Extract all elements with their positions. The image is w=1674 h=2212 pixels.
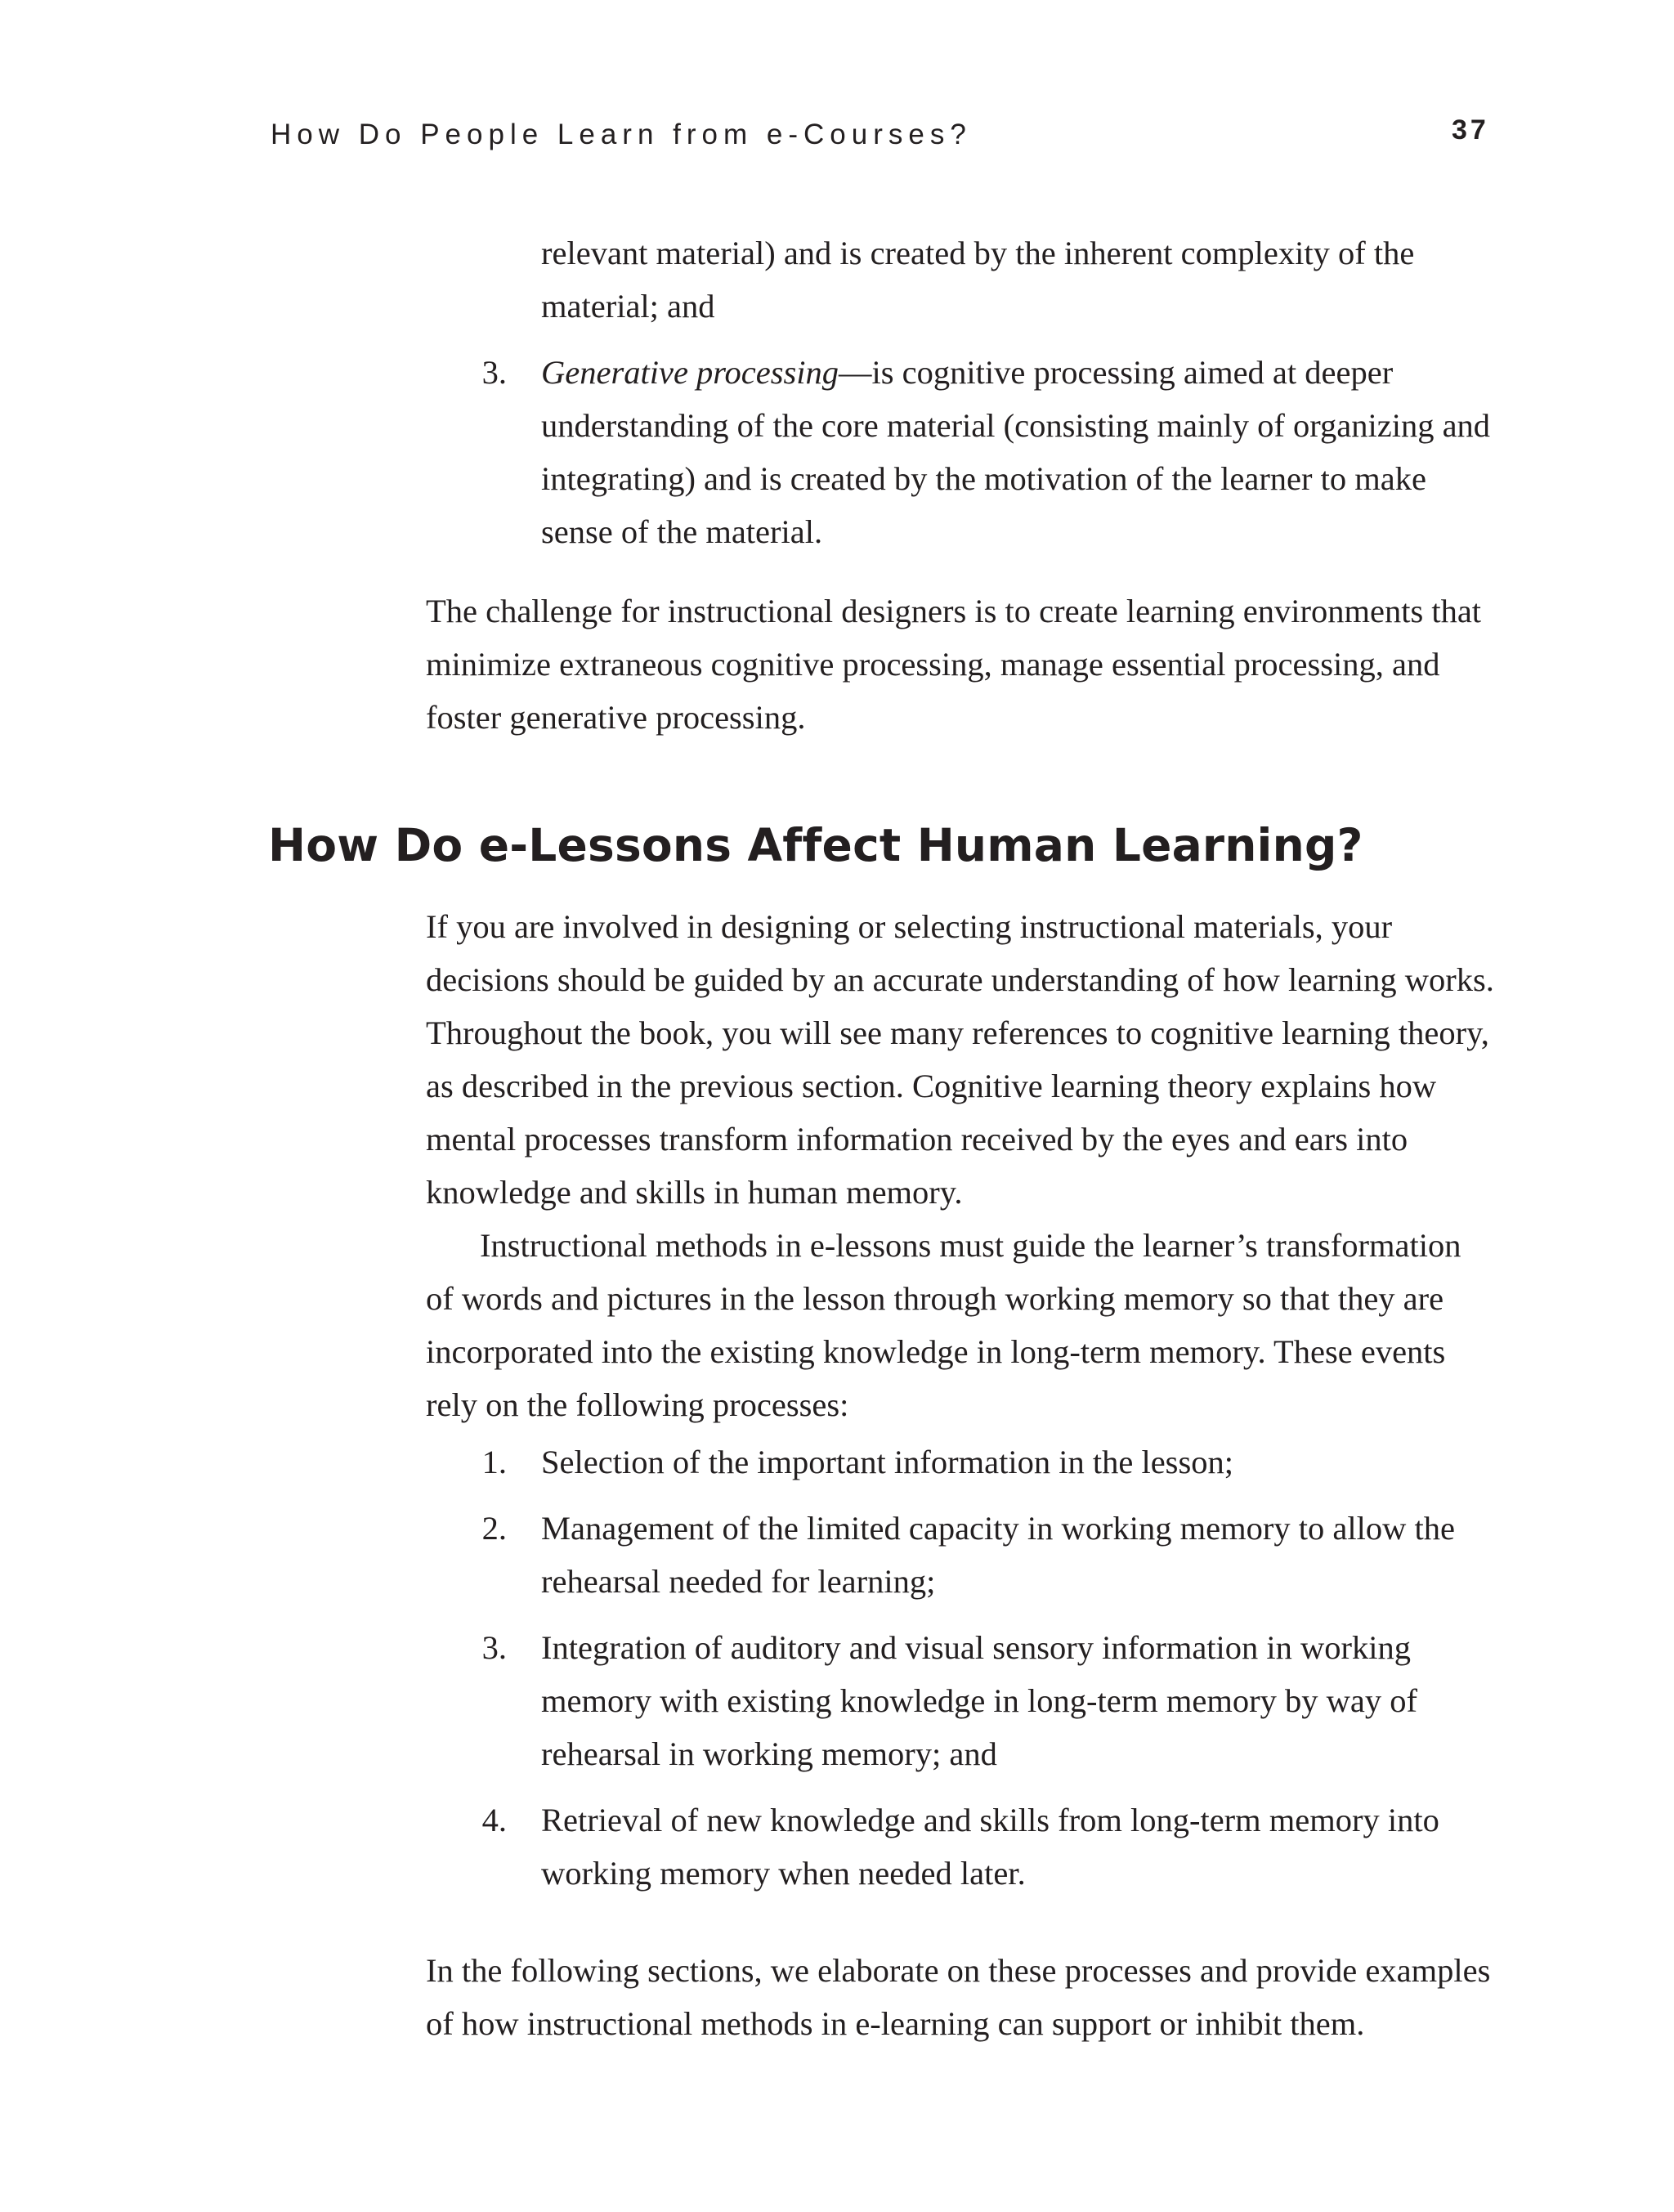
list-item-term: Generative processing [541,354,839,391]
list-item-continuation [458,226,1496,333]
body-paragraph-1: If you are involved in designing or selecting instructional materials, your decisions should be guided by an accurate understanding of how learning works. Throughout the book, you will see many references to cognitive learning theory, as described in the previous section. Cognitive learning theory explains how mental processes transform information received by the eyes and ears into knowledge and skills in human memory. [426,908,1494,1211]
top-numbered-list [458,226,1496,558]
list-item-number: 4. [481,1802,507,1838]
list-item-text: Selection of the important information in the lesson; [541,1444,1233,1480]
body-paragraph-2: Instructional methods in e-lessons must guide the learner’s transformation of words and pictures in the lesson through working memory so that they are incorporated into the existing knowledge in long-term memory. These events rely on the following processes: [426,1227,1461,1423]
list-item-number: 2. [481,1510,507,1547]
list-item-text: Integration of auditory and visual sensory information in working memory with existing knowledge in long-term memory by way of rehearsal in working memory; and [541,1629,1417,1772]
list-item [458,1435,1496,1489]
list-item-number: 1. [481,1444,507,1480]
list-item-text: Management of the limited capacity in working memory to allow the rehearsal needed for learning; [541,1510,1455,1600]
running-head: How Do People Learn from e-Courses? [271,119,972,150]
challenge-paragraph: The challenge for instructional designers is to create learning environments that minimize extraneous cognitive processing, manage essential processing, and foster generative processing. [426,593,1482,736]
list-item [458,1502,1496,1608]
list-item-number: 3. [481,354,507,391]
list-item-number: 3. [481,1629,507,1666]
list-item-generative-processing [458,346,1496,558]
processes-list [458,1435,1496,1900]
list-item-text: Retrieval of new knowledge and skills from long-term memory into working memory when needed later. [541,1802,1439,1892]
closing-paragraph: In the following sections, we elaborate on these processes and provide examples of how instructional methods in e-learning can support or inhibit them. [426,1952,1491,2042]
list-item-text: relevant material) and is created by the inherent complexity of the material; and [541,235,1415,325]
list-item-text: —is cognitive processing aimed at deeper understanding of the core material (consisting mainly of organizing and integrating) and is created by the motivation of the learner to make sense of the material. [541,354,1491,550]
list-item [458,1793,1496,1900]
page-number: 37 [1452,114,1489,146]
list-item [458,1621,1496,1780]
section-heading: How Do e-Lessons Affect Human Learning? [268,819,1363,871]
